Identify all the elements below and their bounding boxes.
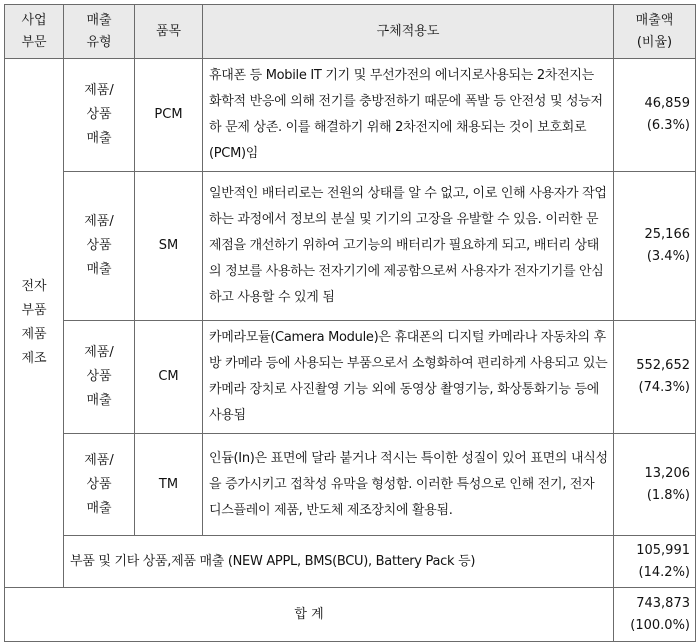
- item-cell: PCM: [135, 59, 203, 172]
- type-line: 제품/: [84, 452, 114, 468]
- total-label: 합 계: [5, 588, 614, 642]
- header-sales-line2: (비율): [636, 34, 673, 50]
- table-row: [5, 434, 696, 536]
- sales-ratio: (3.4%): [646, 249, 690, 264]
- type-line: 제품/: [84, 345, 114, 360]
- header-segment-line2: 부문: [21, 34, 47, 50]
- sales-cell: [614, 172, 696, 321]
- misc-ratio: (14.2%): [638, 564, 690, 580]
- sales-amount: 13,206: [644, 465, 690, 481]
- type-line: 상품: [86, 476, 112, 492]
- type-line: 제품/: [84, 214, 114, 229]
- sales-cell: [614, 321, 696, 434]
- header-type-line2: 유형: [86, 34, 112, 50]
- header-sales-line1: 매출액: [635, 12, 674, 28]
- item-cell: TM: [135, 434, 203, 536]
- total-ratio: (100.0%): [630, 617, 690, 633]
- type-line: 제품/: [84, 83, 114, 98]
- type-line: 상품: [86, 238, 112, 253]
- usage-desc: 일반적인 배터리로는 전원의 상태를 알 수 없고, 이로 인해 사용자가 작업하는 과정에서 정보의 분실 및 기기의 고장을 유발할 수 있음. 이러한 문제점을 개선하기 위하여 고기능의 배터리가 필요하게 되고, 배터리 상태의 정보를 사용하는 전자기기에 제공함으로써 사용자가 전자기기를 안심하고 사용할 수 있게 됨: [203, 172, 614, 321]
- type-line: 매출: [86, 393, 112, 408]
- type-cell: [64, 434, 135, 536]
- sales-amount: 552,652: [636, 358, 690, 373]
- usage-desc: 카메라모듈(Camera Module)은 휴대폰의 디지털 카메라나 자동차의 후방 카메라 등에 사용되는 부품으로서 소형화하여 편리하게 사용되고 있는 카메라 장치로 사진촬영 기능 외에 동영상 촬영기능, 화상통화기능 등에 사용됨: [203, 321, 614, 434]
- item-cell: CM: [135, 321, 203, 434]
- usage-desc: 인듐(In)은 표면에 달라 붙거나 적시는 특이한 성질이 있어 표면의 내식성을 증가시키고 접착성 유막을 형성함. 이러한 특성으로 인해 전기, 전자 디스플레이 제품, 반도체 제조장치에 활용됨.: [203, 434, 614, 536]
- misc-sales-cell: [614, 536, 696, 588]
- item-cell: SM: [135, 172, 203, 321]
- total-sales-cell: [614, 588, 696, 642]
- type-line: 상품: [86, 369, 112, 384]
- sales-amount: 46,859: [644, 96, 690, 111]
- sales-cell: [614, 434, 696, 536]
- table-row: [5, 59, 696, 172]
- type-line: 매출: [86, 131, 112, 146]
- header-type-line1: 매출: [86, 12, 112, 28]
- header-segment: [5, 5, 64, 59]
- sales-table: [4, 4, 696, 642]
- total-row: [5, 588, 696, 642]
- table-row: [5, 172, 696, 321]
- type-line: 매출: [86, 262, 112, 277]
- segment-cell: [5, 59, 64, 588]
- header-sales: [614, 5, 696, 59]
- header-usage: 구체적용도: [203, 5, 614, 59]
- misc-row: [5, 536, 696, 588]
- sales-cell: [614, 59, 696, 172]
- header-segment-line1: 사업: [21, 12, 47, 28]
- header-type: [64, 5, 135, 59]
- type-line: 매출: [86, 500, 112, 516]
- header-row: [5, 5, 696, 59]
- sales-ratio: (1.8%): [646, 487, 690, 503]
- segment-line: 제조: [21, 351, 47, 366]
- segment-line: 부품: [21, 303, 47, 318]
- total-amount: 743,873: [636, 595, 690, 611]
- type-cell: [64, 321, 135, 434]
- type-line: 상품: [86, 107, 112, 122]
- type-cell: [64, 172, 135, 321]
- table-row: [5, 321, 696, 434]
- usage-desc: 휴대폰 등 Mobile IT 기기 및 무선가전의 에너지로사용되는 2차전지는 화학적 반응에 의해 전기를 충방전하기 때문에 폭발 등 안전성 및 성능저하 문제 상존. 이를 해결하기 위해 2차전지에 채용되는 것이 보호회로(PCM)임: [203, 59, 614, 172]
- segment-line: 전자: [21, 279, 47, 294]
- segment-line: 제품: [21, 327, 47, 342]
- sales-ratio: (6.3%): [646, 118, 690, 133]
- sales-ratio: (74.3%): [638, 380, 690, 395]
- misc-amount: 105,991: [636, 542, 690, 558]
- type-cell: [64, 59, 135, 172]
- sales-amount: 25,166: [644, 227, 690, 242]
- header-item: 품목: [135, 5, 203, 59]
- misc-desc: 부품 및 기타 상품,제품 매출 (NEW APPL, BMS(BCU), Battery Pack 등): [64, 536, 614, 588]
